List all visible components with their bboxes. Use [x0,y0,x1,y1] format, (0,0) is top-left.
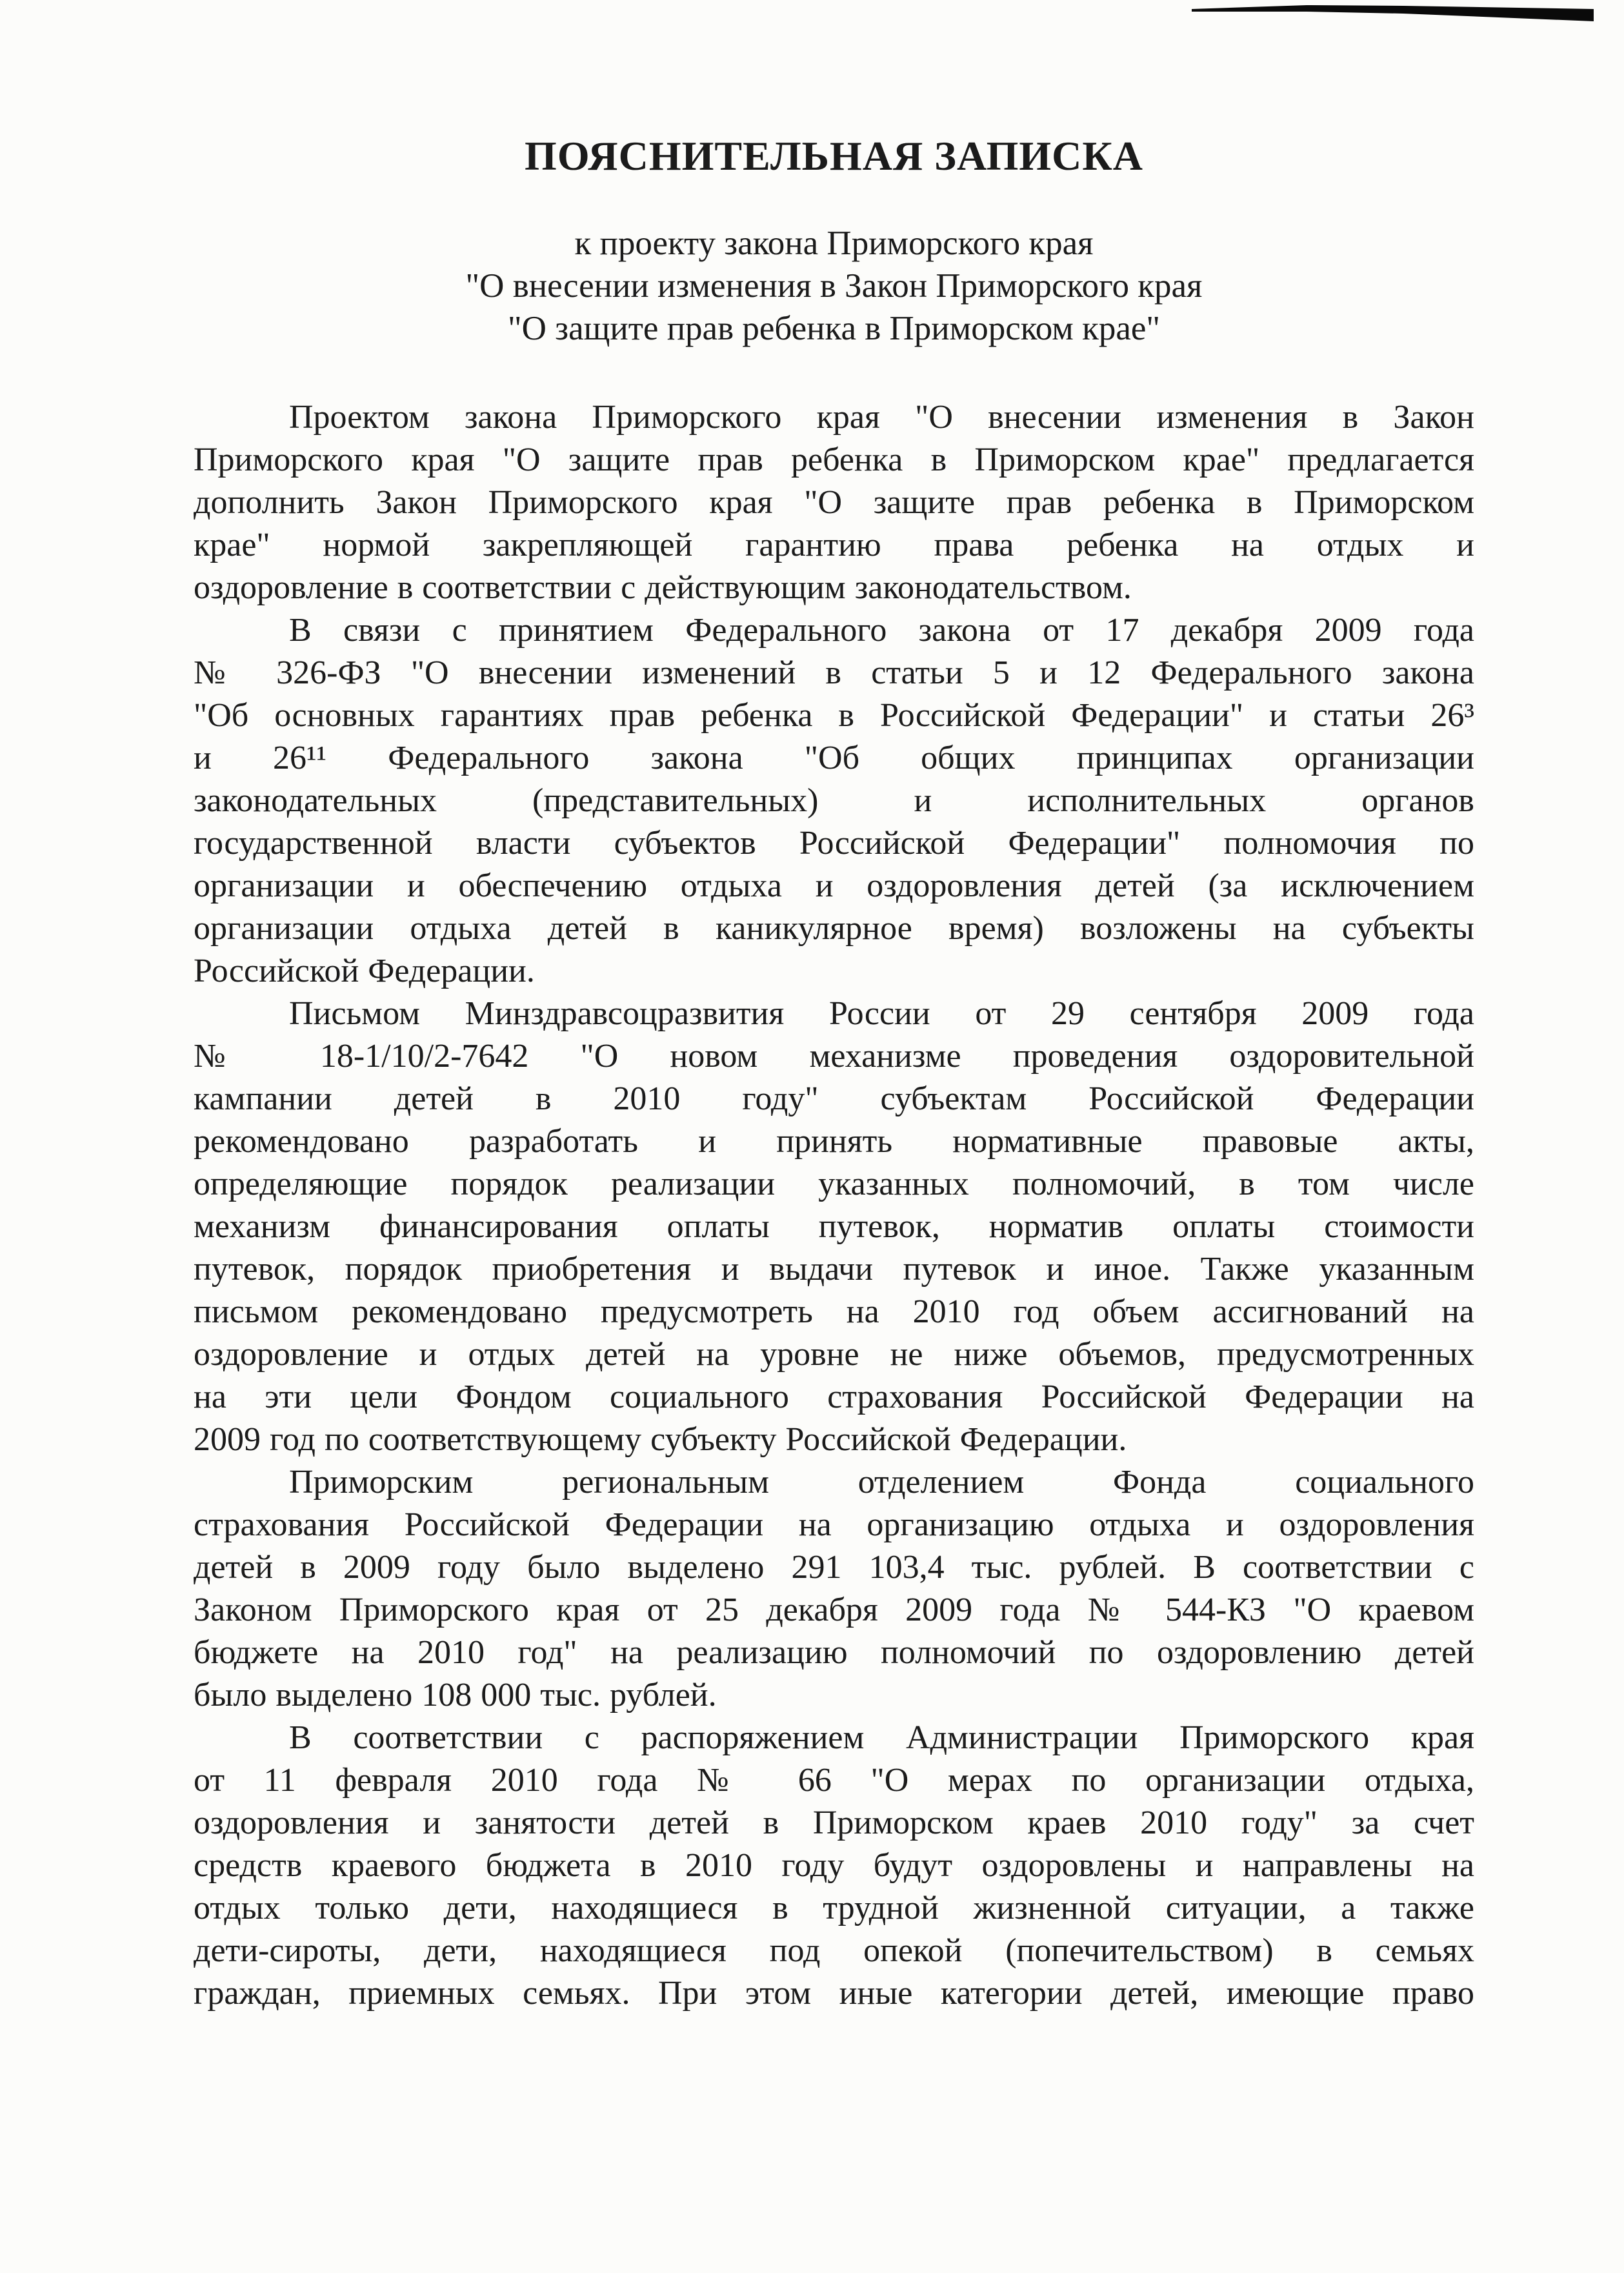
text-line: законодательных (представительных) и исполнительных органов [194,782,1474,819]
subtitle-line: "О защите прав ребенка в Приморском крае" [507,310,1161,347]
text-line: Приморским региональным отделением Фонда социального [289,1464,1474,1500]
text-line: организации отдыха детей в каникулярное время) возложены на субъекты [194,910,1474,947]
text-line: механизм финансирования оплаты путевок, норматив оплаты стоимости [194,1208,1474,1245]
text-line: путевок, порядок приобретения и выдачи путевок и иное. Также указанным [194,1251,1474,1288]
text-line: детей в 2009 году было выделено 291 103,4 тыс. рублей. В соответствии с [194,1549,1474,1586]
text-line: организации и обеспечению отдыха и оздоровления детей (за исключением [194,867,1474,904]
text-line: отдых только дети, находящиеся в трудной жизненной ситуации, а также [194,1890,1474,1926]
paragraph [194,396,1474,609]
text-line: оздоровление и отдых детей на уровне не ниже объемов, предусмотренных [194,1336,1474,1373]
text-line: бюджете на 2010 год" на реализацию полномочий по оздоровлению детей [194,1634,1474,1671]
text-line: В соответствии с распоряжением Администрации Приморского края [289,1719,1474,1756]
text-line: № 326-ФЗ "О внесении изменений в статьи 5 и 12 Федерального закона [194,654,1474,691]
text-line: В связи с принятием Федерального закона от 17 декабря 2009 года [289,612,1474,649]
text-line: страхования Российской Федерации на организацию отдыха и оздоровления [194,1506,1474,1543]
subtitle-line: к проекту закона Приморского края [574,225,1094,262]
text-line: крае" нормой закрепляющей гарантию права ребенка на отдых и [194,527,1474,563]
text-line: было выделено 108 000 тыс. рублей. [194,1677,717,1713]
text-line: средств краевого бюджета в 2010 году будут оздоровлены и направлены на [194,1847,1474,1884]
paragraph [194,609,1474,993]
document-content [194,0,1474,2015]
text-line: Проектом закона Приморского края "О внесении изменения в Закон [289,399,1474,436]
document-title: ПОЯСНИТЕЛЬНАЯ ЗАПИСКА [525,133,1143,179]
text-line: оздоровление в соответствии с действующим законодательством. [194,569,1132,606]
text-line: Законом Приморского края от 25 декабря 2009 года № 544-КЗ "О краевом [194,1591,1474,1628]
document-body [194,396,1474,2015]
paragraph [194,993,1474,1461]
text-line: Письмом Минздравсоцразвития России от 29 сентября 2009 года [289,995,1474,1032]
text-line: "Об основных гарантиях прав ребенка в Российской Федерации" и статьи 26³ [194,697,1474,734]
text-line: № 18-1/10/2-7642 "О новом механизме проведения оздоровительной [194,1038,1474,1075]
paragraph [194,1717,1474,2015]
text-line: на эти цели Фондом социального страхования Российской Федерации на [194,1379,1474,1415]
text-line: определяющие порядок реализации указанных полномочий, в том числе [194,1166,1474,1202]
text-line: дети-сироты, дети, находящиеся под опекой (попечительством) в семьях [194,1932,1474,1969]
text-line: государственной власти субъектов Российской Федерации" полномочия по [194,825,1474,862]
text-line: и 26¹¹ Федерального закона "Об общих принципах организации [194,740,1474,776]
text-line: граждан, приемных семьях. При этом иные категории детей, имеющие право [194,1975,1474,2012]
text-line: Приморского края "О защите прав ребенка в Приморском крае" предлагается [194,441,1474,478]
document-subtitle [194,222,1474,350]
text-line: 2009 год по соответствующему субъекту Российской Федерации. [194,1421,1127,1458]
text-line: от 11 февраля 2010 года № 66 "О мерах по организации отдыха, [194,1762,1474,1799]
text-line: кампании детей в 2010 году" субъектам Российской Федерации [194,1080,1474,1117]
subtitle-line: "О внесении изменения в Закон Приморского края [465,267,1203,305]
text-line: письмом рекомендовано предусмотреть на 2010 год объем ассигнований на [194,1293,1474,1330]
text-line: Российской Федерации. [194,953,535,989]
text-line: оздоровления и занятости детей в Приморском краев 2010 году" за счет [194,1804,1474,1841]
text-line: дополнить Закон Приморского края "О защите прав ребенка в Приморском [194,484,1474,521]
paragraph [194,1461,1474,1717]
text-line: рекомендовано разработать и принять нормативные правовые акты, [194,1123,1474,1160]
